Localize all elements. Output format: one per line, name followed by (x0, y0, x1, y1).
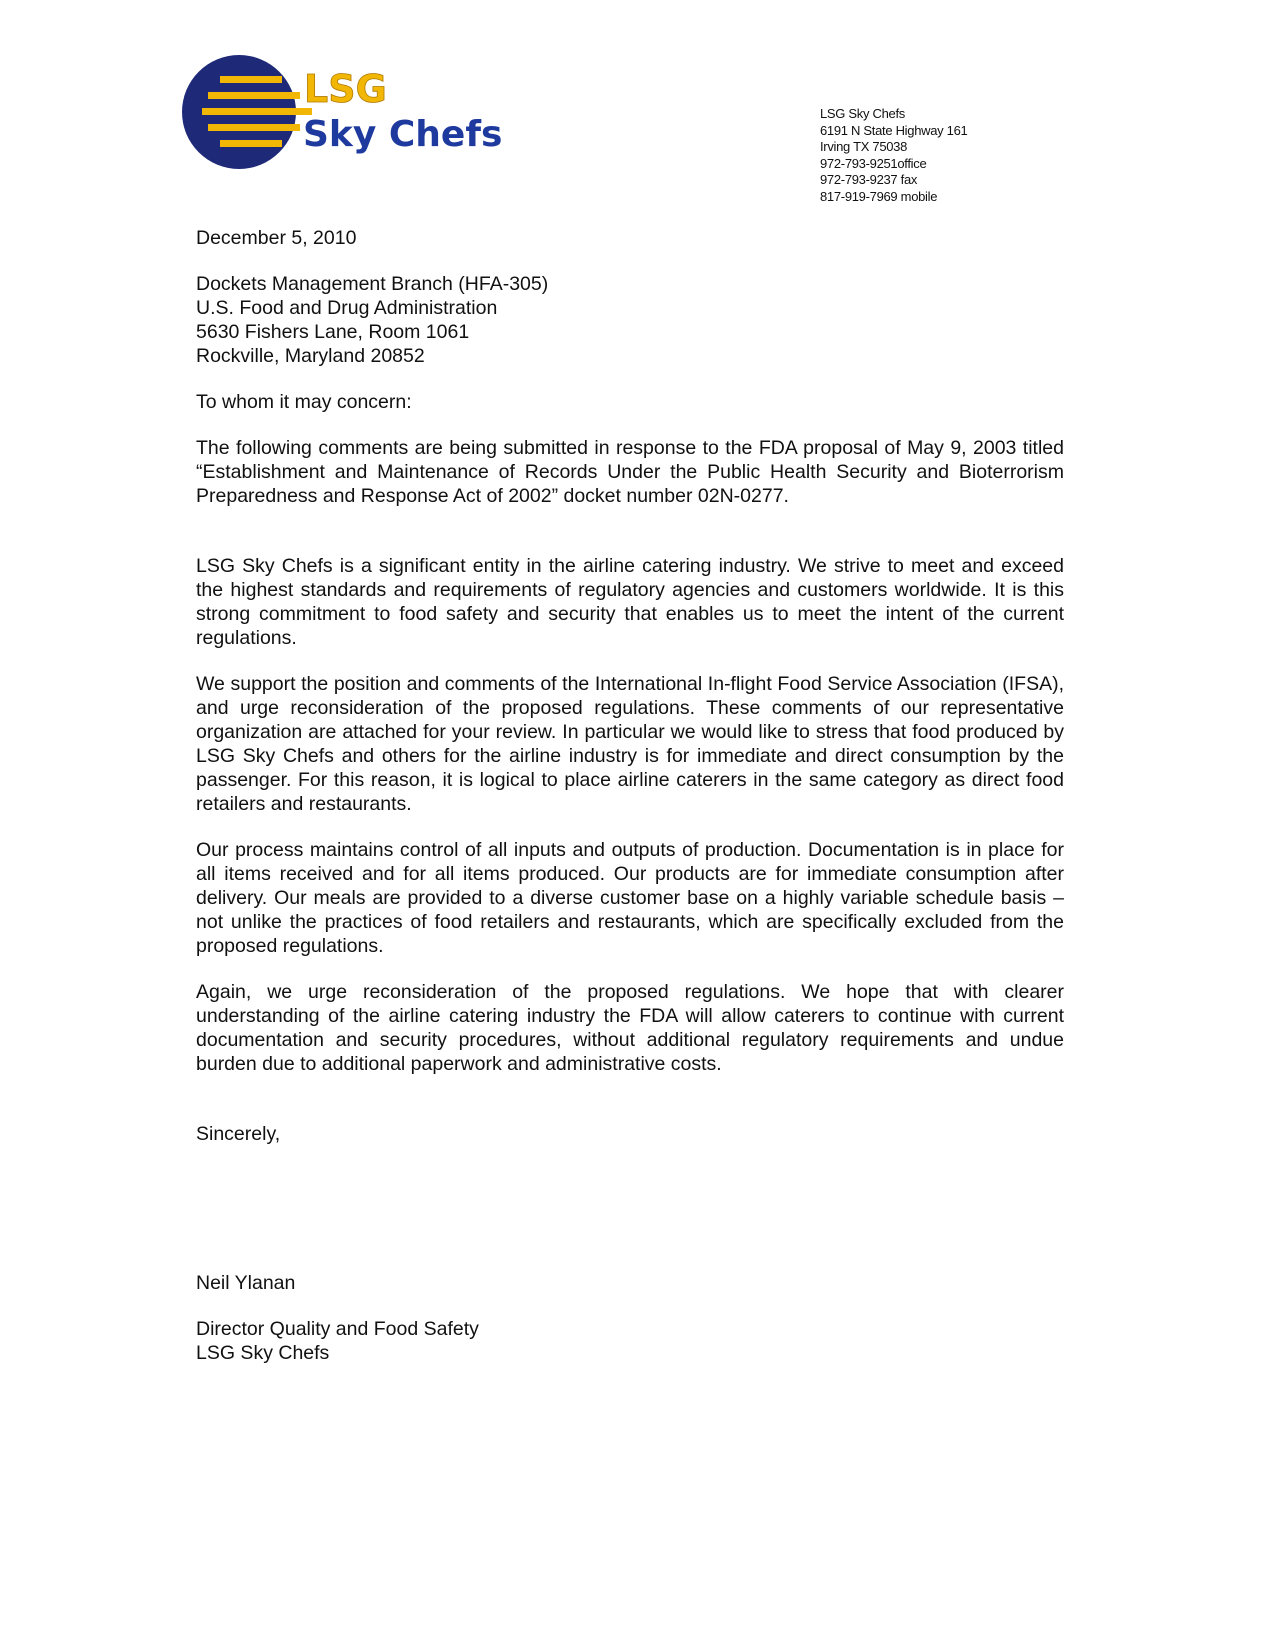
letter-date: December 5, 2010 (196, 227, 357, 249)
contact-company: LSG Sky Chefs (820, 106, 905, 121)
recipient-line: U.S. Food and Drug Administration (196, 297, 498, 319)
contact-street: 6191 N State Highway 161 (820, 122, 968, 138)
logo-text-lsg: LSG (304, 67, 387, 111)
paragraph-support: We support the position and comments of the International In-flight Food Service Association (IFSA), and urge reconsideration of the proposed regulations. These comments of our representative organization are attached for your review. In particular we would like to stress that food produced by LSG Sky Chefs and others for the airline industry is for immediate and direct consumption by the passenger. For this reason, it is logical to place airline caterers in the same category as direct food retailers and restaurants. (196, 673, 1064, 815)
recipient-address (196, 272, 1064, 368)
contact-office-phone: 972-793-9251office (820, 155, 927, 171)
paragraph-company: LSG Sky Chefs is a significant entity in the airline catering industry. We strive to meet and exceed the highest standards and requirements of regulatory agencies and customers worldwide. It is this strong commitment to food safety and security that enables us to meet the intent of the current regulations. (196, 555, 1064, 649)
contact-mobile: 817-919-7969 mobile (820, 188, 938, 204)
contact-city: Irving TX 75038 (820, 139, 908, 155)
logo-text-sky-chefs: Sky Chefs (303, 114, 503, 155)
signer-title: Director Quality and Food Safety (196, 1318, 479, 1340)
paragraph-process: Our process maintains control of all inputs and outputs of production. Documentation is in place for all items received and for all items produced. Our products are for immediate consumption after delivery. Our meals are provided to a diverse customer base on a highly variable schedule basis – not unlike the practices of food retailers and restaurants, which are specifically excluded from the proposed regulations. (196, 839, 1064, 957)
paragraph-intro: The following comments are being submitted in response to the FDA proposal of May 9, 2003 titled “Establishment and Maintenance of Records Under the Public Health Security and Bioterrorism Preparedness and Response Act of 2002” docket number 02N-0277. (196, 437, 1064, 507)
closing: Sincerely, (196, 1123, 281, 1145)
recipient-line: Dockets Management Branch (HFA-305) (196, 273, 549, 295)
contact-fax: 972-793-9237 fax (820, 172, 918, 188)
letterhead-contact (820, 106, 967, 206)
company-logo (182, 54, 512, 174)
recipient-line: 5630 Fishers Lane, Room 1061 (196, 321, 470, 343)
signer-company: LSG Sky Chefs (196, 1342, 330, 1364)
paragraph-conclusion: Again, we urge reconsideration of the proposed regulations. We hope that with clearer understanding of the airline catering industry the FDA will allow caterers to continue with current documentation and security procedures, without additional regulatory requirements and undue burden due to additional paperwork and administrative costs. (196, 981, 1064, 1075)
recipient-line: Rockville, Maryland 20852 (196, 345, 425, 367)
lsg-sky-chefs-logo-icon (182, 54, 512, 174)
salutation: To whom it may concern: (196, 391, 412, 413)
letter-body (196, 226, 1064, 1365)
signer-name: Neil Ylanan (196, 1272, 296, 1294)
